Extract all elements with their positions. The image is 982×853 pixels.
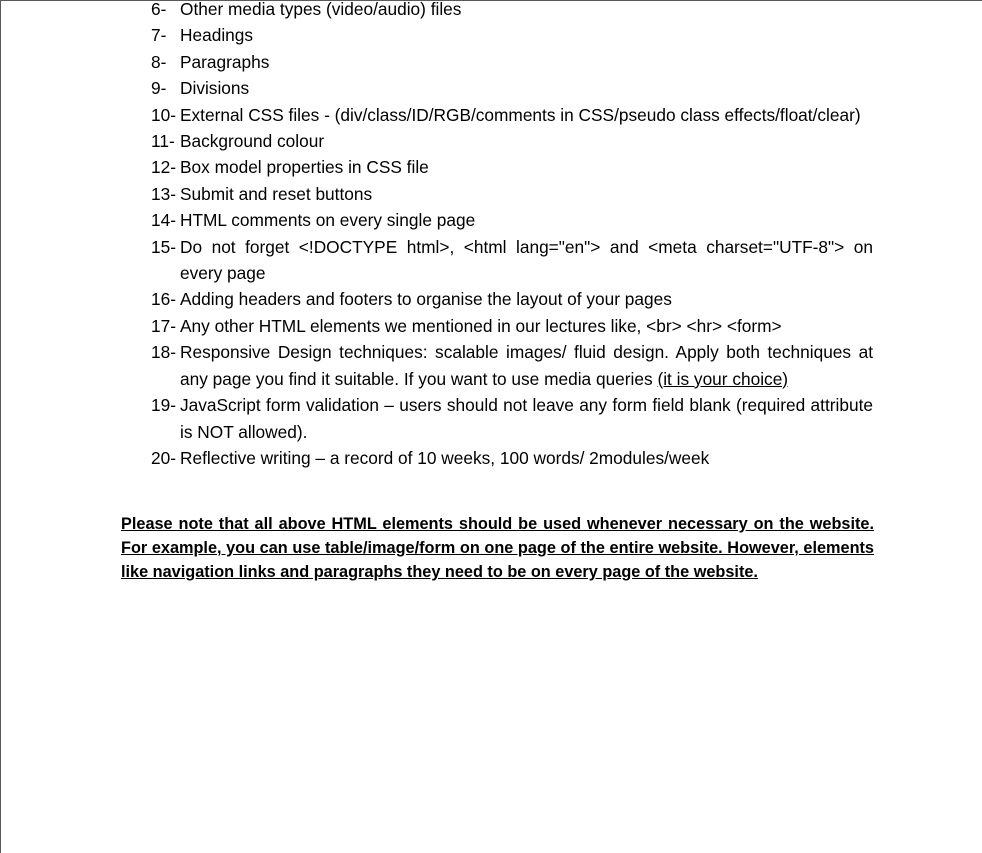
bold-note: Please note that all above HTML elements should be used whenever necessary on the website. For example, you can use table/image/form on one page of the entire website. However, elements like navigation links and paragraphs they need to be on every page of the website. <box>121 515 874 581</box>
list-number: 19- <box>151 395 176 416</box>
list-item <box>1 75 982 101</box>
requirements-list <box>1 0 982 471</box>
list-item <box>1 128 982 154</box>
list-text: Box model properties in CSS file <box>180 157 429 178</box>
list-text: Headings <box>180 25 254 46</box>
list-item <box>1 392 982 445</box>
list-number: 10- <box>151 104 176 125</box>
list-text-underlined: (it is your choice) <box>657 368 789 389</box>
list-number: 8- <box>151 51 167 72</box>
list-item <box>1 234 982 287</box>
list-number: 6- <box>151 0 167 19</box>
list-item <box>1 445 982 471</box>
list-text: Divisions <box>180 78 250 99</box>
list-text: Adding headers and footers to organise the layout of your pages <box>180 289 672 310</box>
list-item <box>1 313 982 339</box>
list-number: 12- <box>151 157 176 178</box>
list-text: External CSS files - (div/class/ID/RGB/comments in CSS/pseudo class effects/float/clear) <box>180 104 861 125</box>
list-number: 16- <box>151 289 176 310</box>
list-text: HTML comments on every single page <box>180 210 476 231</box>
list-item <box>1 286 982 312</box>
list-number: 20- <box>151 447 176 468</box>
list-item <box>1 207 982 233</box>
list-item <box>1 181 982 207</box>
list-item <box>1 339 982 392</box>
list-text: Background colour <box>180 131 325 152</box>
list-item <box>1 22 982 48</box>
list-number: 14- <box>151 210 176 231</box>
list-text: Do not forget <!DOCTYPE html>, <html lang="en"> and <meta charset="UTF-8"> on every page <box>180 236 873 284</box>
list-number: 18- <box>151 342 176 363</box>
list-item <box>1 0 982 22</box>
list-number: 15- <box>151 236 176 257</box>
list-number: 7- <box>151 25 167 46</box>
list-text: Submit and reset buttons <box>180 183 373 204</box>
list-text: Reflective writing – a record of 10 weeks, 100 words/ 2modules/week <box>180 447 710 468</box>
list-number: 13- <box>151 183 176 204</box>
list-text: Responsive Design techniques: scalable images/ fluid design. Apply both techniques at any page you find it suitable. If you want to use media queries <box>180 342 873 389</box>
list-number: 9- <box>151 78 167 99</box>
list-number: 17- <box>151 315 176 336</box>
list-item <box>1 49 982 75</box>
list-number: 11- <box>151 131 175 152</box>
list-text: JavaScript form validation – users should not leave any form field blank (required attribute is NOT allowed). <box>180 395 873 442</box>
list-text: Other media types (video/audio) files <box>180 0 462 19</box>
list-text: Paragraphs <box>180 51 270 72</box>
list-text: Any other HTML elements we mentioned in our lectures like, <br> <hr> <form> <box>180 315 782 336</box>
list-item <box>1 154 982 180</box>
list-item <box>1 102 982 128</box>
